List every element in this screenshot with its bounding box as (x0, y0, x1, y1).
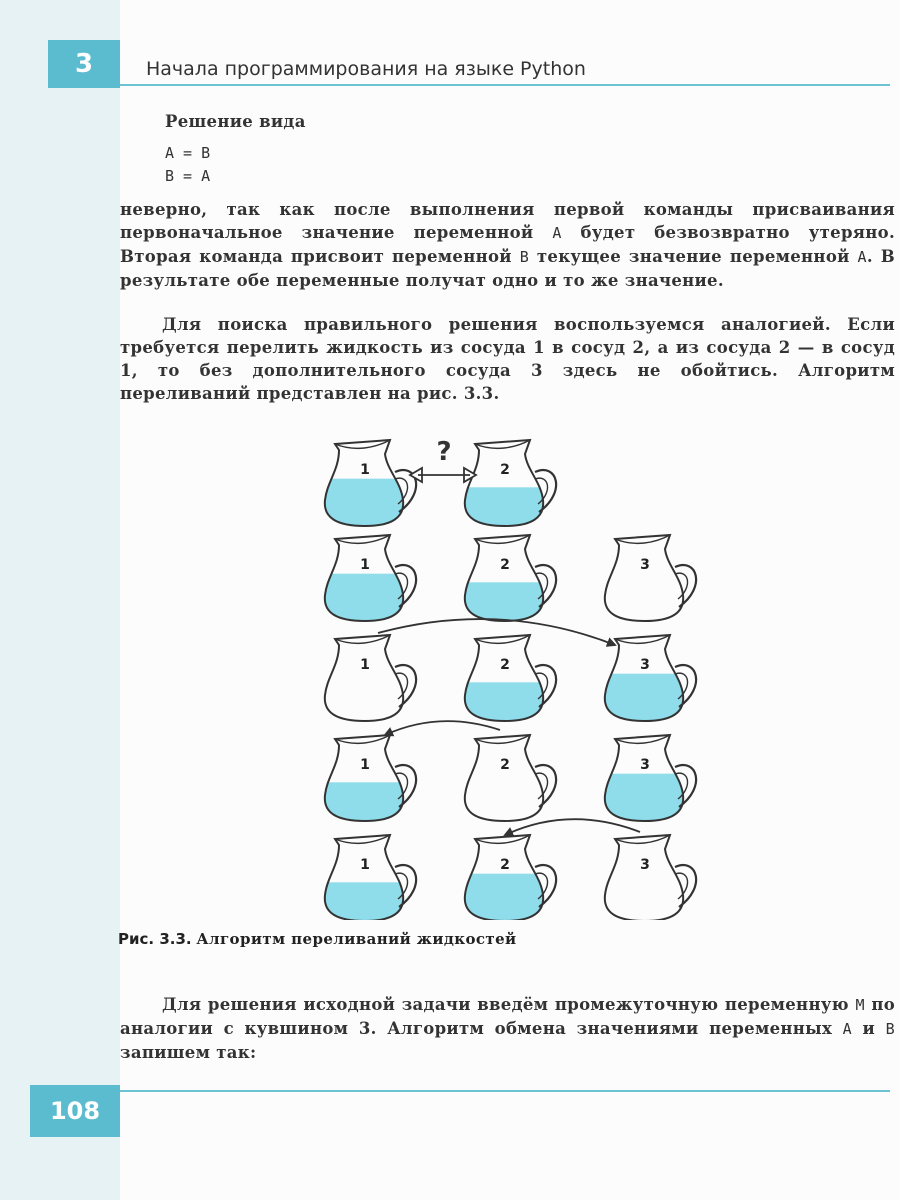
text-run: неверно, так как после выполнения первой команды присваивания первоначальное значение переменной (120, 200, 895, 242)
jug-3 (600, 735, 696, 821)
jug-number-label: 3 (640, 857, 650, 873)
question-mark: ? (436, 437, 452, 467)
jug-outline (325, 635, 403, 721)
text-run: запишем так: (120, 1043, 257, 1062)
jug-number-label: 1 (360, 657, 370, 673)
paragraph-explanation (120, 198, 895, 292)
variable-name: M (855, 996, 865, 1014)
jug-2 (460, 635, 556, 721)
pour-arrow-3-to-2 (505, 819, 640, 835)
pour-arrow-2-to-1 (385, 721, 500, 735)
jug-handle (535, 765, 556, 807)
paragraph-analogy: Для поиска правильного решения воспользуемся аналогией. Если требуется перелить жидкость из сосуда 1 в сосуд 2, а из сосуда 2 — в сосуд 1, то без дополнительного сосуда 3 здесь не обойтись. Алгоритм переливаний представлен на рис. 3.3. (120, 315, 895, 403)
jug-number-label: 2 (500, 462, 510, 478)
variable-name: A (857, 248, 867, 266)
solution-label: Решение вида (165, 112, 306, 131)
jug-outline (465, 735, 543, 821)
side-margin-band (0, 0, 120, 1200)
code-block (165, 142, 210, 188)
caption-text: Алгоритм переливаний жидкостей (196, 930, 517, 948)
jug-number-label: 1 (360, 557, 370, 573)
jug-outline (605, 835, 683, 920)
jug-number-label: 1 (360, 462, 370, 478)
variable-name: A (552, 224, 562, 242)
text-run: Для решения исходной задачи введём промежуточную переменную (162, 995, 856, 1014)
paragraph-swap-intro (120, 993, 895, 1064)
running-header-title: Начала программирования на языке Python (146, 58, 586, 80)
jug-1 (320, 835, 416, 920)
jug-number-label: 3 (640, 657, 650, 673)
page-number: 108 (30, 1085, 120, 1137)
variable-name: B (885, 1020, 895, 1038)
jug-number-label: 3 (640, 757, 650, 773)
text-run: . В результате обе переменные получат одно и то же значение. (120, 247, 896, 290)
jug-number-label: 3 (640, 557, 650, 573)
jug-handle (675, 865, 696, 907)
text-run: текущее значение переменной (529, 247, 858, 266)
jug-2 (460, 835, 556, 920)
swap-double-arrow (410, 468, 476, 482)
jug-number-label: 2 (500, 657, 510, 673)
jug-2 (460, 535, 556, 621)
jug-outline (605, 535, 683, 621)
jug-handle (395, 665, 416, 707)
jug-1 (320, 535, 416, 621)
chapter-number-badge: 3 (48, 40, 120, 88)
jug-1 (320, 735, 416, 821)
code-line: A = B (165, 144, 211, 162)
variable-name: B (519, 248, 530, 266)
variable-name: A (842, 1020, 852, 1038)
jug-3 (605, 535, 696, 621)
code-line: B = A (165, 167, 211, 185)
text-run: будет безвозвратно утеряно. Вторая команда присвоит переменной (120, 223, 895, 266)
jug-3 (605, 835, 696, 920)
figure-caption (118, 930, 517, 948)
caption-label: Рис. 3.3. (118, 930, 192, 948)
jug-1 (320, 440, 416, 526)
pour-arrow-1-to-3 (378, 619, 615, 645)
jug-number-label: 1 (360, 757, 370, 773)
text-run: и (852, 1019, 886, 1038)
jug-number-label: 2 (500, 857, 510, 873)
header-divider (120, 84, 890, 86)
footer-divider (120, 1090, 890, 1092)
jug-number-label: 2 (500, 757, 510, 773)
jug-number-label: 2 (500, 557, 510, 573)
jug-1 (325, 635, 416, 721)
text-run: по аналогии с кувшином 3. Алгоритм обмена значениями переменных (120, 995, 895, 1038)
jug-2 (460, 440, 556, 526)
jug-2 (465, 735, 556, 821)
jug-number-label: 1 (360, 857, 370, 873)
jug-handle (675, 565, 696, 607)
jug-3 (600, 635, 696, 721)
figure-jug-algorithm (300, 430, 720, 920)
